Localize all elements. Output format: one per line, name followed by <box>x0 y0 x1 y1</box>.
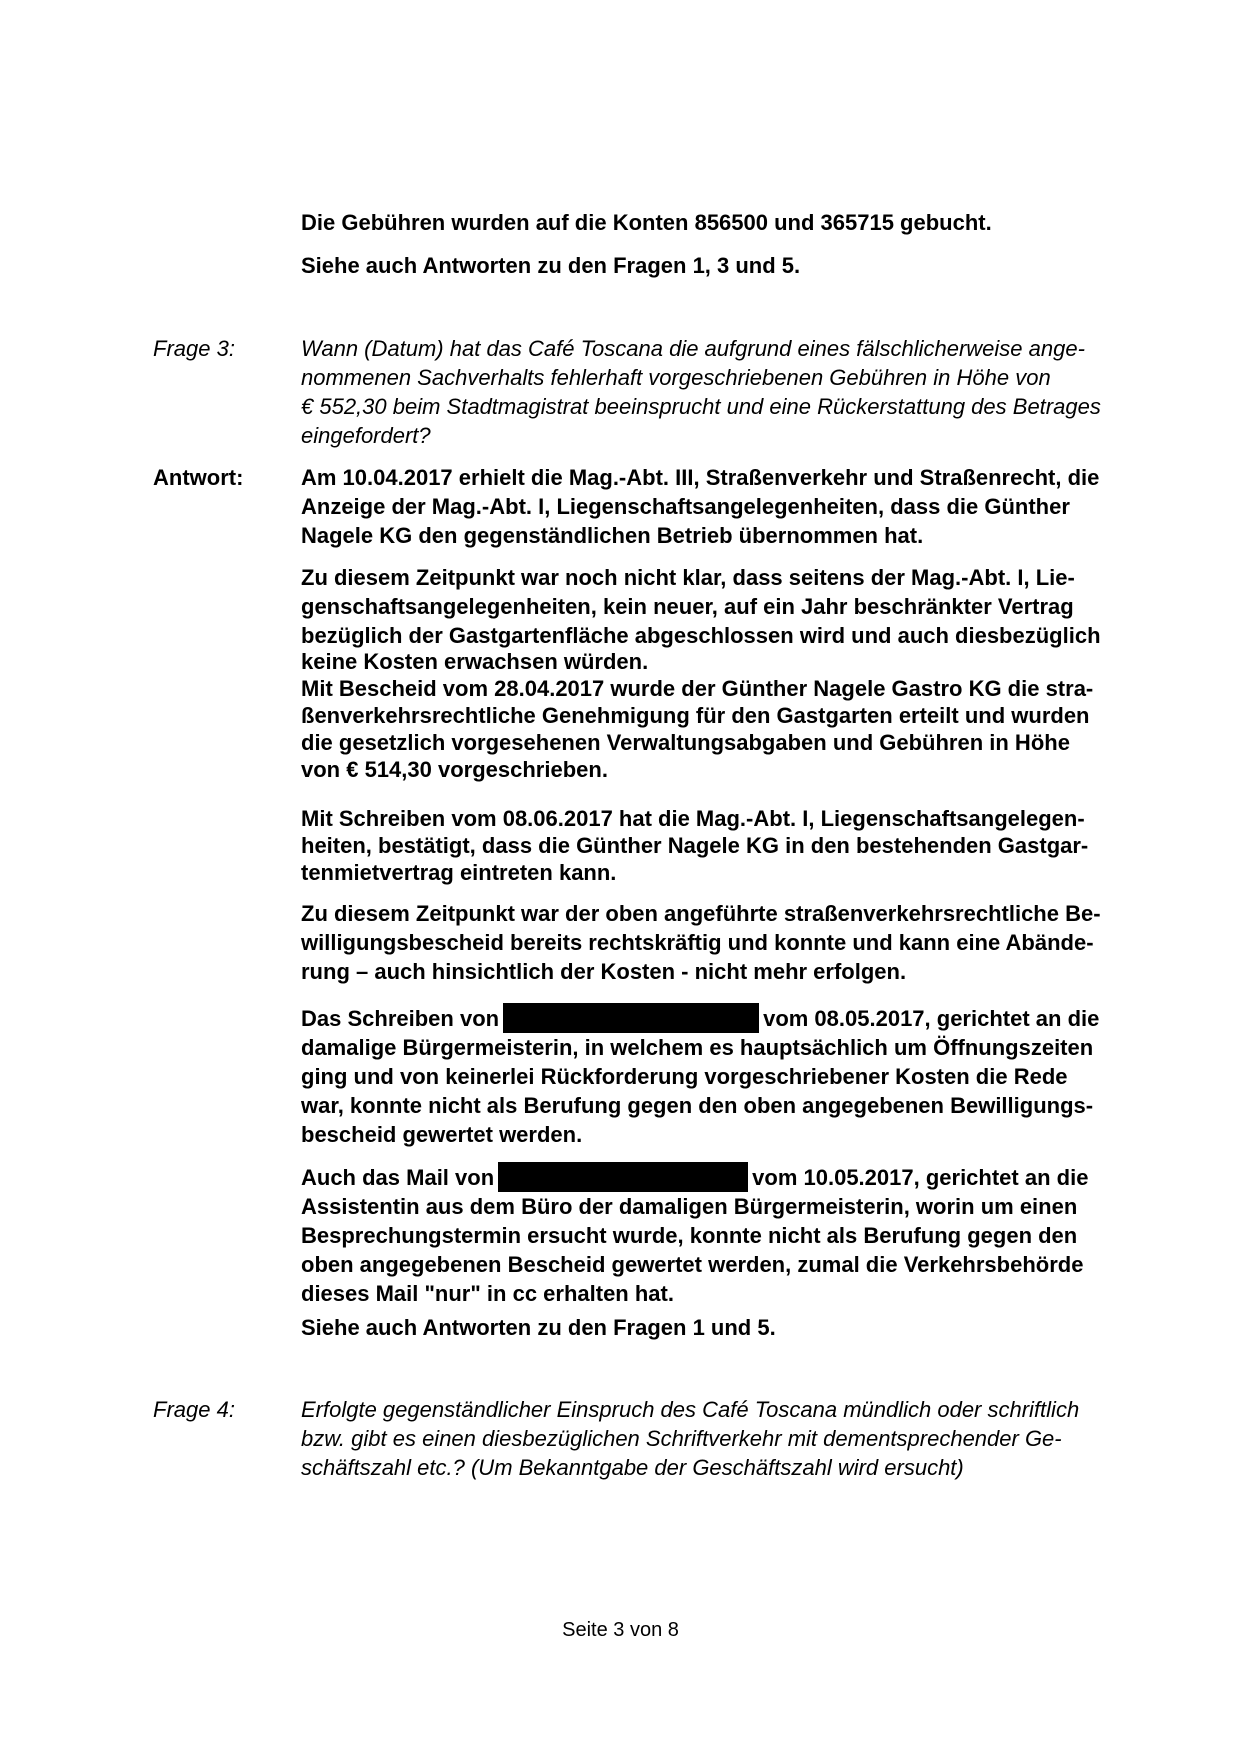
text-line: Wann (Datum) hat das Café Toscana die aufgrund eines fälschlicherweise ange- <box>301 336 1085 361</box>
siehe-auch-top: Siehe auch Antworten zu den Fragen 1, 3 und 5. <box>301 253 801 278</box>
antwort-label: Antwort: <box>153 465 244 490</box>
frage-4-text <box>301 1395 1141 1482</box>
antwort-paragraph-5 <box>301 899 1141 986</box>
text-line: war, konnte nicht als Berufung gegen den oben angegebenen Bewilligungs- <box>301 1093 1094 1118</box>
text-line: die gesetzlich vorgesehenen Verwaltungsabgaben und Gebühren in Höhe <box>301 730 1070 755</box>
text-segment: Das Schreiben von <box>301 1006 500 1031</box>
text-line: Erfolgte gegenständlicher Einspruch des Café Toscana mündlich oder schriftlich <box>301 1397 1080 1422</box>
antwort-paragraph-6 <box>301 1003 1141 1149</box>
text-line: ßenverkehrsrechtliche Genehmigung für den Gastgarten erteilt und wurden <box>301 703 1090 728</box>
redaction-box <box>503 1003 759 1033</box>
text-line: Zu diesem Zeitpunkt war der oben angeführte straßenverkehrsrechtliche Be- <box>301 901 1101 926</box>
frage-4-label: Frage 4: <box>153 1397 235 1422</box>
text-line: willigungsbescheid bereits rechtskräftig und konnte und kann eine Abände- <box>301 930 1094 955</box>
page-footer: Seite 3 von 8 <box>562 1619 679 1641</box>
text-line: schäftszahl etc.? (Um Bekanntgabe der Geschäftszahl wird ersucht) <box>301 1455 964 1480</box>
text-line: oben angegebenen Bescheid gewertet werden, zumal die Verkehrsbehörde <box>301 1252 1084 1277</box>
antwort-paragraph-2 <box>301 563 1141 676</box>
text-line: tenmietvertrag eintreten kann. <box>301 860 617 885</box>
text-line: bzw. gibt es einen diesbezüglichen Schriftverkehr mit dementsprechender Ge- <box>301 1426 1062 1451</box>
text-line: Nagele KG den gegenständlichen Betrieb übernommen hat. <box>301 523 924 548</box>
antwort-paragraph-1 <box>301 463 1141 550</box>
text-line: Assistentin aus dem Büro der damaligen Bürgermeisterin, worin um einen <box>301 1194 1078 1219</box>
text-line: von € 514,30 vorgeschrieben. <box>301 757 608 782</box>
frage-3-text <box>301 334 1141 450</box>
text-line: ging und von keinerlei Rückforderung vorgeschriebener Kosten die Rede <box>301 1064 1068 1089</box>
text-segment: Auch das Mail von <box>301 1165 495 1190</box>
frage-3-label: Frage 3: <box>153 336 235 361</box>
antwort-paragraph-7 <box>301 1162 1141 1308</box>
text-line: genschaftsangelegenheiten, kein neuer, auf ein Jahr beschränkter Vertrag <box>301 594 1074 619</box>
text-line: heiten, bestätigt, dass die Günther Nagele KG in den bestehenden Gastgar- <box>301 833 1089 858</box>
text-segment: vom 10.05.2017, gerichtet an die <box>752 1165 1089 1190</box>
text-line <box>301 1162 1141 1192</box>
text-line: Besprechungstermin ersucht wurde, konnte nicht als Berufung gegen den <box>301 1223 1078 1248</box>
text-line: eingefordert? <box>301 423 431 448</box>
text-line: keine Kosten erwachsen würden. <box>301 649 649 674</box>
text-line: Zu diesem Zeitpunkt war noch nicht klar, dass seitens der Mag.-Abt. I, Lie- <box>301 565 1075 590</box>
text-line: € 552,30 beim Stadtmagistrat beeinsprucht und eine Rückerstattung des Betrages <box>301 394 1101 419</box>
text-line: Am 10.04.2017 erhielt die Mag.-Abt. III, Straßenverkehr und Straßenrecht, die <box>301 465 1100 490</box>
siehe-auch-bottom: Siehe auch Antworten zu den Fragen 1 und 5. <box>301 1315 776 1340</box>
antwort-paragraph-4 <box>301 805 1141 886</box>
text-line: damalige Bürgermeisterin, in welchem es hauptsächlich um Öffnungszeiten <box>301 1035 1094 1060</box>
text-line: rung – auch hinsichtlich der Kosten - nicht mehr erfolgen. <box>301 959 907 984</box>
text-line <box>301 1003 1141 1033</box>
text-line: dieses Mail "nur" in cc erhalten hat. <box>301 1281 674 1306</box>
text-line: nommenen Sachverhalts fehlerhaft vorgeschriebenen Gebühren in Höhe von <box>301 365 1051 390</box>
text-line: Mit Bescheid vom 28.04.2017 wurde der Günther Nagele Gastro KG die stra- <box>301 676 1094 701</box>
antwort-paragraph-3 <box>301 675 1141 783</box>
text-segment: vom 08.05.2017, gerichtet an die <box>763 1006 1100 1031</box>
redaction-box <box>498 1162 748 1192</box>
text-line: bezüglich der Gastgartenfläche abgeschlossen wird und auch diesbezüglich <box>301 623 1101 648</box>
text-line: Anzeige der Mag.-Abt. I, Liegenschaftsangelegenheiten, dass die Günther <box>301 494 1070 519</box>
konten-text: Die Gebühren wurden auf die Konten 856500 und 365715 gebucht. <box>301 210 992 235</box>
text-line: bescheid gewertet werden. <box>301 1122 583 1147</box>
text-line: Mit Schreiben vom 08.06.2017 hat die Mag.-Abt. I, Liegenschaftsangelegen- <box>301 806 1085 831</box>
